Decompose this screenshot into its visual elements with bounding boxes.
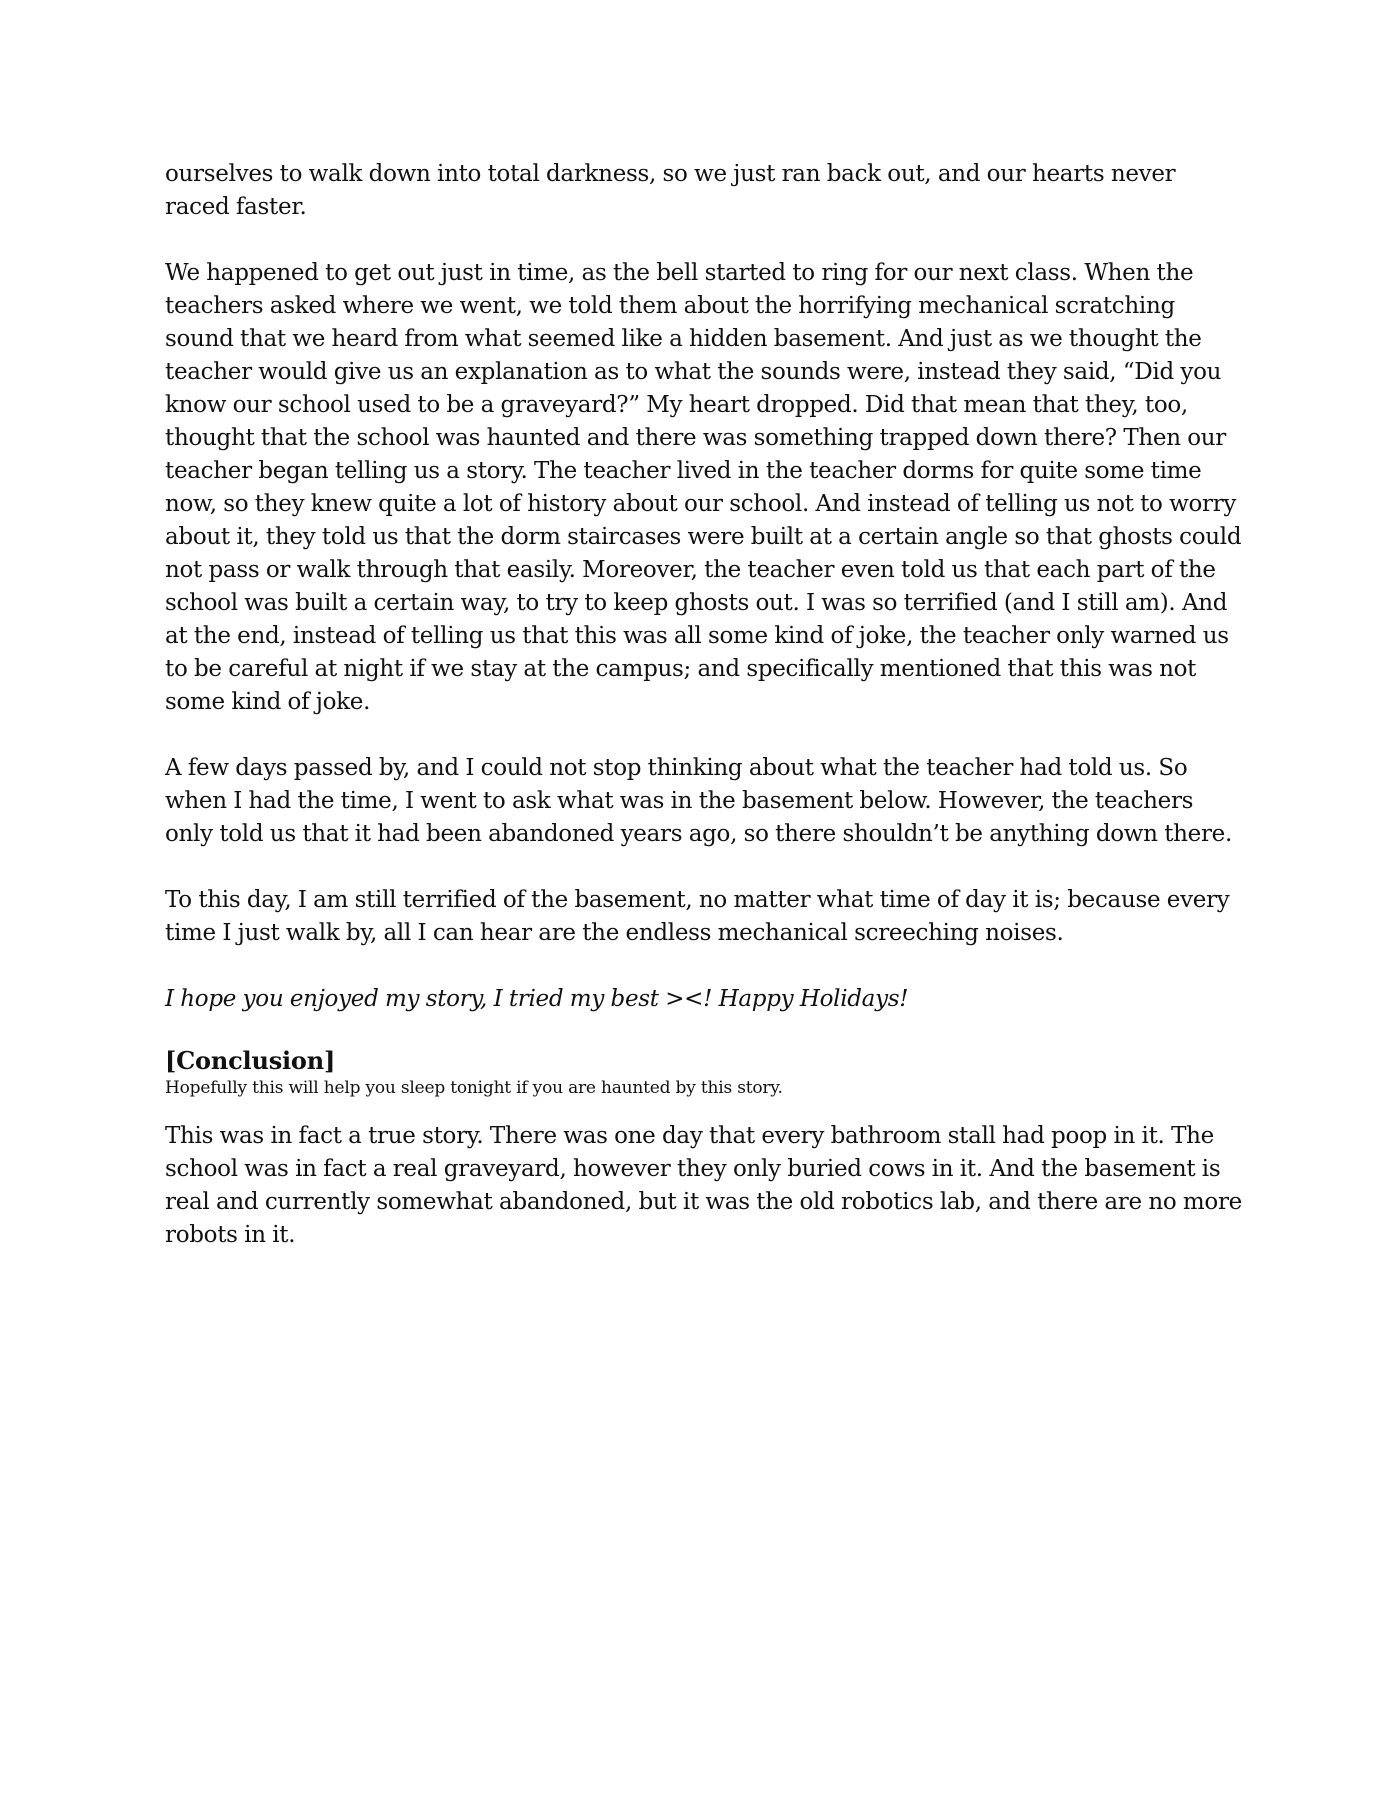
- conclusion-subtitle: Hopefully this will help you sleep tonight if you are haunted by this story.: [165, 1078, 783, 1098]
- story-paragraph-1: ourselves to walk down into total darkness, so we just ran back out, and our hearts never raced faster.: [165, 161, 1176, 220]
- conclusion-body: This was in fact a true story. There was one day that every bathroom stall had poop in it. The school was in fact a real graveyard, however they only buried cows in it. And the basement is real and currently somewhat abandoned, but it was the old robotics lab, and there are no more robots in it.: [165, 1123, 1242, 1248]
- conclusion-heading: [Conclusion]: [165, 1046, 336, 1075]
- closing-note: I hope you enjoyed my story, I tried my best ><! Happy Holidays!: [165, 986, 909, 1012]
- story-paragraph-2: We happened to get out just in time, as the bell started to ring for our next class. When the teachers asked where we went, we told them about the horrifying mechanical scratching sound that we heard from what seemed like a hidden basement. And just as we thought the teacher would give us an explanation as to what the sounds were, instead they said, “Did you know our school used to be a graveyard?” My heart dropped. Did that mean that they, too, thought that the school was haunted and there was something trapped down there? Then our teacher began telling us a story. The teacher lived in the teacher dorms for quite some time now, so they knew quite a lot of history about our school. And instead of telling us not to worry about it, they told us that the dorm staircases were built at a certain angle so that ghosts could not pass or walk through that easily. Moreover, the teacher even told us that each part of the school was built a certain way, to try to keep ghosts out. I was so terrified (and I still am). And at the end, instead of telling us that this was all some kind of joke, the teacher only warned us to be careful at night if we stay at the campus; and specifically mentioned that this was not some kind of joke.: [165, 260, 1242, 715]
- conclusion-section: [165, 1046, 1245, 1252]
- page-content: [165, 158, 1245, 1285]
- story-paragraph-3: A few days passed by, and I could not stop thinking about what the teacher had told us. So when I had the time, I went to ask what was in the basement below. However, the teachers only told us that it had been abandoned years ago, so there shouldn’t be anything down there.: [165, 755, 1232, 847]
- story-paragraph-4: To this day, I am still terrified of the basement, no matter what time of day it is; because every time I just walk by, all I can hear are the endless mechanical screeching noises.: [165, 887, 1230, 946]
